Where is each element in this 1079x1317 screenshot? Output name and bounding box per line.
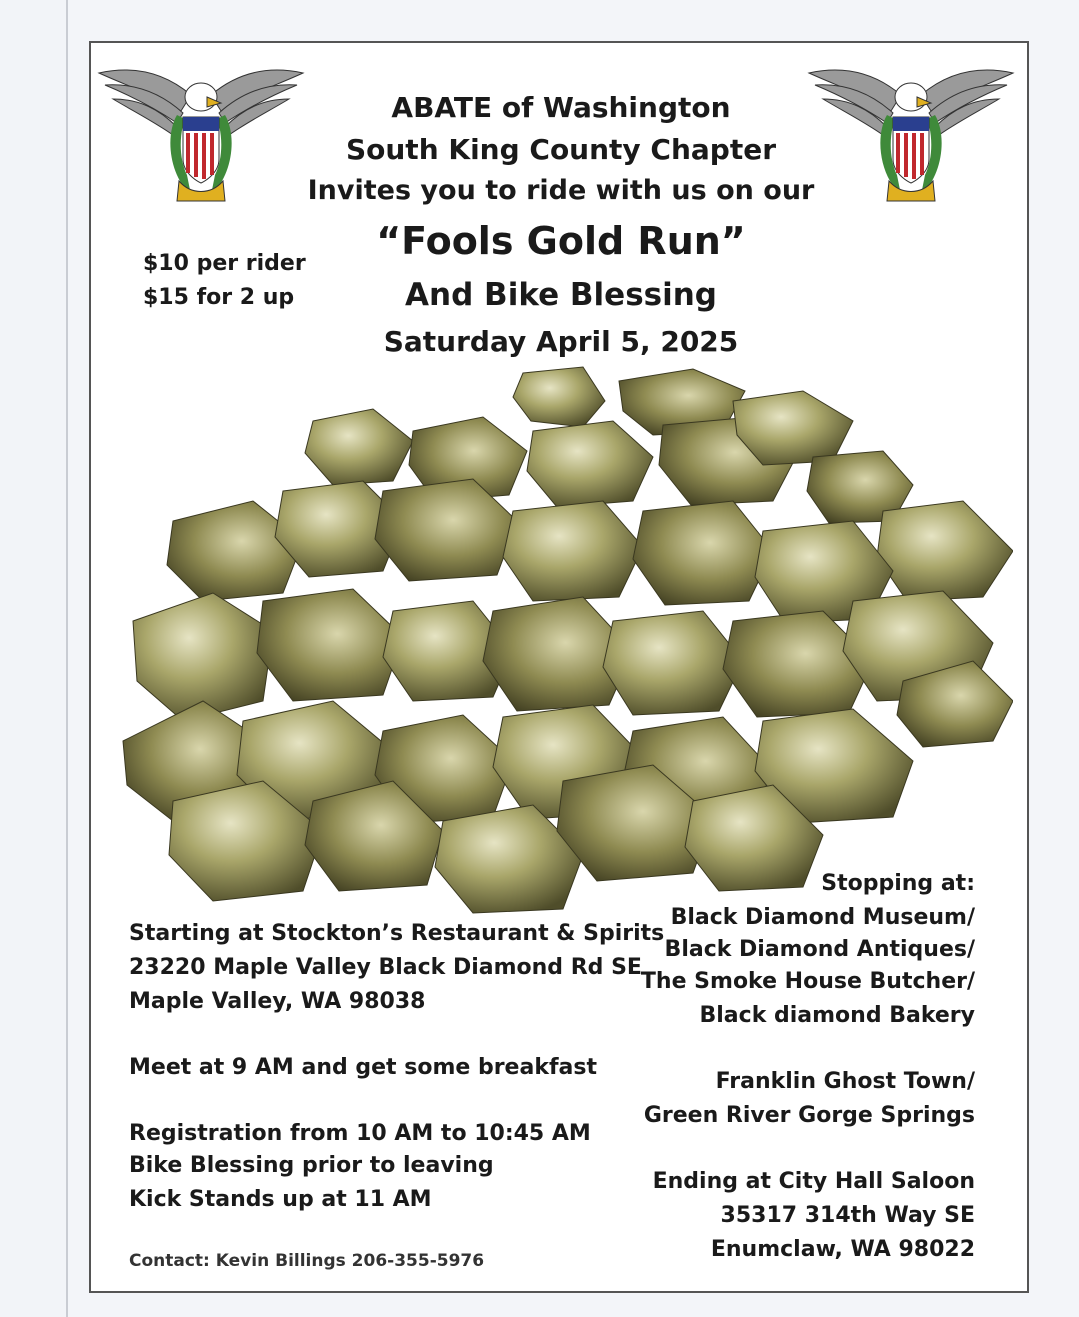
event-flyer (89, 41, 1029, 1293)
registration-time: Registration from 10 AM to 10:45 AM (129, 1121, 591, 1146)
end-address: 35317 314th Way SE (720, 1203, 975, 1228)
left-margin-rule (0, 0, 68, 1317)
start-address: 23220 Maple Valley Black Diamond Rd SE (129, 955, 642, 980)
stops-heading: Stopping at: (821, 871, 975, 896)
contact-info: Contact: Kevin Billings 206-355-5976 (129, 1251, 485, 1271)
chapter-name: South King County Chapter (345, 133, 777, 166)
price-per-rider: $10 per rider (143, 251, 306, 276)
start-city: Maple Valley, WA 98038 (129, 989, 426, 1014)
stop-item: Franklin Ghost Town/ (715, 1069, 975, 1094)
stop-item: Green River Gorge Springs (643, 1103, 975, 1128)
stop-item: The Smoke House Butcher/ (640, 969, 975, 994)
pyrite-nuggets-image (113, 361, 1013, 921)
price-two-up: $15 for 2 up (143, 285, 295, 310)
stop-item: Black Diamond Antiques/ (664, 937, 975, 962)
event-subtitle: And Bike Blessing (405, 277, 717, 313)
bike-blessing-note: Bike Blessing prior to leaving (129, 1153, 494, 1178)
invite-line: Invites you to ride with us on our (307, 175, 815, 206)
end-city: Enumclaw, WA 98022 (710, 1237, 975, 1262)
end-location: Ending at City Hall Saloon (652, 1169, 975, 1194)
meet-time: Meet at 9 AM and get some breakfast (129, 1055, 597, 1080)
stop-item: Black diamond Bakery (699, 1003, 975, 1028)
stop-item: Black Diamond Museum/ (670, 905, 975, 930)
event-date: Saturday April 5, 2025 (383, 325, 739, 358)
start-location: Starting at Stockton’s Restaurant & Spirits (129, 921, 665, 946)
event-title: “Fools Gold Run” (376, 219, 746, 263)
kickstands-time: Kick Stands up at 11 AM (129, 1187, 432, 1212)
org-name: ABATE of Washington (391, 91, 731, 124)
